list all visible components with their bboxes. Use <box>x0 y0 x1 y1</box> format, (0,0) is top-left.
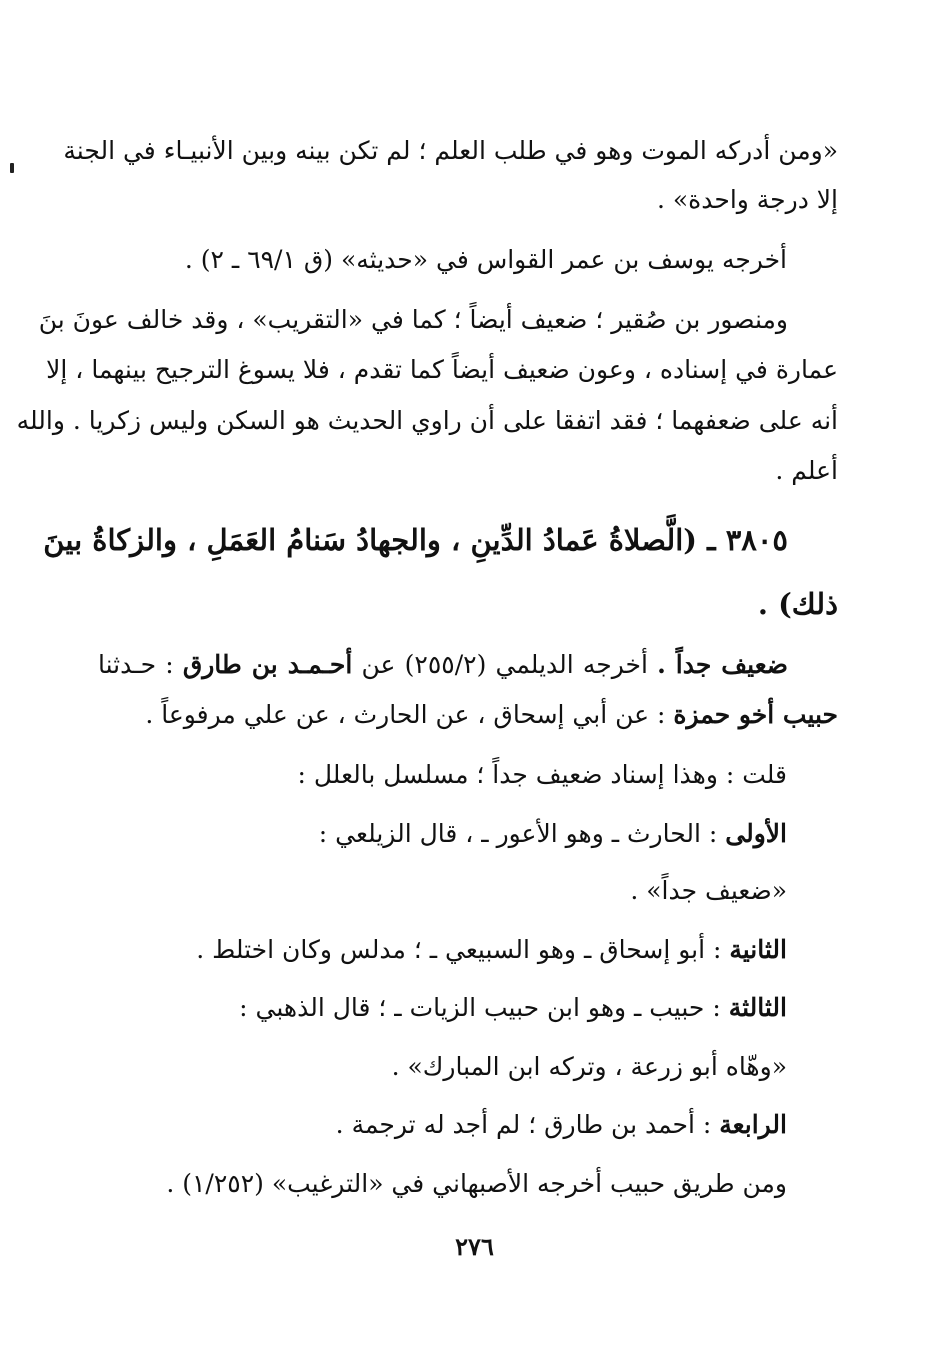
text-line-11-end: : عن أبي إسحاق ، عن الحارث ، عن علي مرفوعاً . <box>145 700 674 729</box>
text-line-1: «ومن أدركه الموت وهو في طلب العلم ؛ لم تكن بينه وبين الأنبيـاء في الجنة <box>63 136 838 165</box>
text-line-18 <box>336 1107 787 1143</box>
page-number: ٢٧٦ <box>455 1232 494 1261</box>
hadith-heading: ٣٨٠٥ ـ (الَّصلاةُ عَمادُ الدِّينِ ، والجهادُ سَنامُ العَمَلِ ، والزكاةُ بينَ <box>43 523 788 557</box>
text-line-2: إلا درجة واحدة» . <box>656 185 838 214</box>
defect-label-4: الرابعة <box>719 1110 787 1139</box>
narrator-name: أحـمـد بن طارق <box>182 650 353 679</box>
text-line-5: عمارة في إسناده ، وعون ضعيف أيضاً كما تقدم ، فلا يسوغ الترجيح بينهما ، إلا <box>46 355 838 384</box>
grading-text: ضعيف جداً . <box>657 650 788 679</box>
text-line-7: أعلم . <box>775 456 838 485</box>
text-line-19: ومن طريق حبيب أخرجه الأصبهاني في «الترغيب» (١/٢٥٢) . <box>166 1169 787 1198</box>
text-line-10-end: : حـدثنا <box>98 650 183 679</box>
narrator-name-2: حبيب أخو حمزة <box>673 700 838 729</box>
defect-label-3: الثالثة <box>728 993 787 1022</box>
text-line-10-mid: أخرجه الديلمي (٢٥٥/٢) عن <box>352 650 658 679</box>
text-line-15 <box>196 932 787 968</box>
text-line-18-end: : أحمد بن طارق ؛ لم أجد له ترجمة . <box>335 1110 720 1139</box>
text-line-13-end: : الحارث ـ وهو الأعور ـ ، قال الزيلعي : <box>318 819 726 848</box>
margin-mark <box>10 163 14 173</box>
text-line-15-end: : أبو إسحاق ـ وهو السبيعي ـ ؛ مدلس وكان اختلط . <box>196 935 730 964</box>
hadith-heading-cont: ذلك) . <box>757 587 838 621</box>
text-line-16 <box>239 990 787 1026</box>
text-line-12: قلت : وهذا إسناد ضعيف جداً ؛ مسلسل بالعلل : <box>297 760 787 789</box>
defect-label-1: الأولى <box>725 819 787 848</box>
defect-label-2: الثانية <box>729 935 787 964</box>
text-line-3: أخرجه يوسف بن عمر القواس في «حديثه» (ق ٦٩/١ ـ ٢) . <box>184 245 787 274</box>
text-line-11 <box>145 697 838 733</box>
text-line-13 <box>319 816 787 852</box>
text-line-4: ومنصور بن صُقير ؛ ضعيف أيضاً ؛ كما في «التقريب» ، وقد خالف عونَ بنَ <box>38 305 788 334</box>
text-line-6: أنه على ضعفهما ؛ فقد اتفقا على أن راوي الحديث هو السكن وليس زكريا . والله <box>16 406 838 435</box>
text-line-10 <box>98 647 788 683</box>
text-line-16-end: : حبيب ـ وهو ابن حبيب الزيات ـ ؛ قال الذهبي : <box>239 993 729 1022</box>
text-line-17: «وهّاه أبو زرعة ، وتركه ابن المبارك» . <box>391 1052 787 1081</box>
text-line-14: «ضعيف جداً» . <box>630 876 787 905</box>
